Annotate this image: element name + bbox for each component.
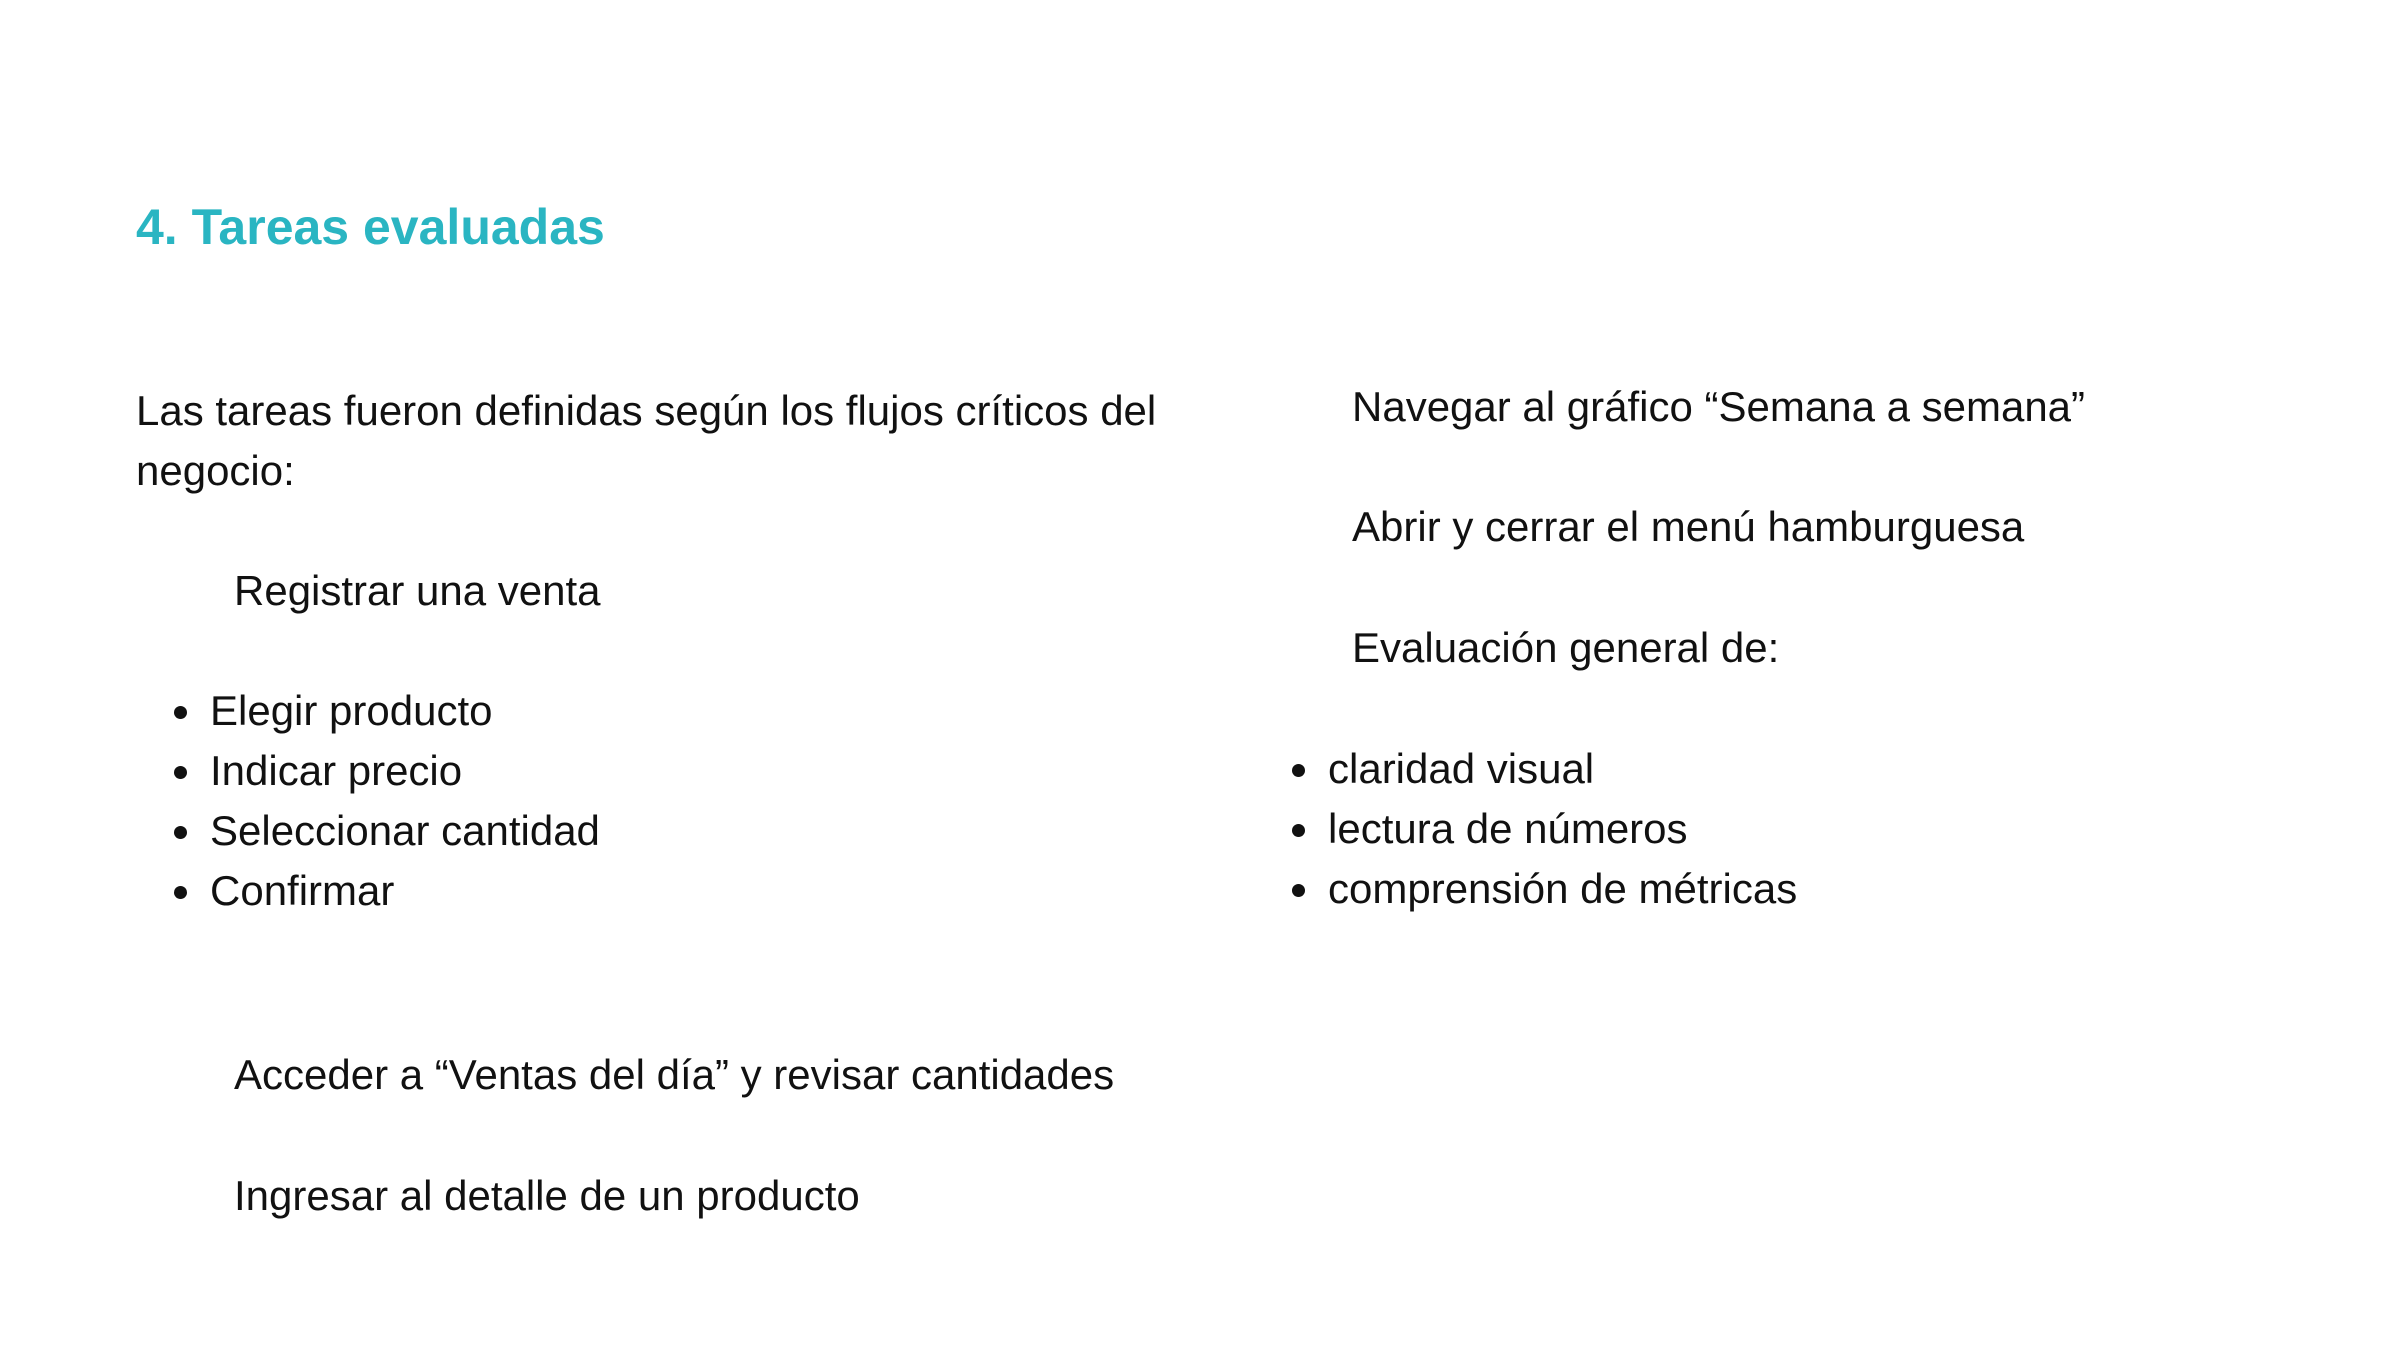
general-evaluation-items <box>1254 739 1797 919</box>
list-item: claridad visual <box>1254 739 1797 799</box>
task-general-evaluation: Evaluación general de: <box>1352 624 1780 671</box>
intro-text: Las tareas fueron definidas según los flujos críticos del negocio: <box>136 387 1157 494</box>
task-hamburger-menu: Abrir y cerrar el menú hamburguesa <box>1352 503 2025 550</box>
task-weekly-chart: Navegar al gráfico “Semana a semana” <box>1352 383 2086 430</box>
list-item: lectura de números <box>1254 799 1797 859</box>
list-item: Elegir producto <box>136 681 600 741</box>
list-item: Seleccionar cantidad <box>136 801 600 861</box>
slide-title: 4. Tareas evaluadas <box>136 199 605 255</box>
task-product-detail: Ingresar al detalle de un producto <box>234 1172 860 1219</box>
list-item: Confirmar <box>136 861 600 921</box>
register-sale-steps <box>136 681 600 921</box>
task-daily-sales: Acceder a “Ventas del día” y revisar cantidades <box>234 1051 1115 1098</box>
list-item: Indicar precio <box>136 741 600 801</box>
list-item: comprensión de métricas <box>1254 859 1797 919</box>
task-register-sale: Registrar una venta <box>234 567 601 614</box>
